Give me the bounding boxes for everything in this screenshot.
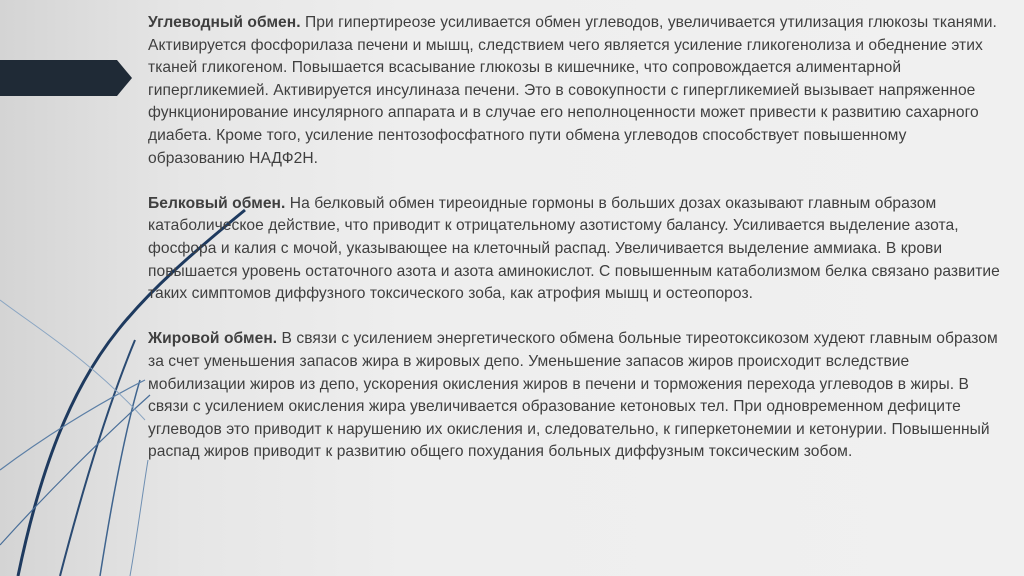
decor-line: [130, 460, 148, 576]
section-body: В связи с усилением энергетического обмена больные тиреотоксикозом худеют главным образом за счет уменьшения запасов жира в жировых депо. Уменьшение запасов жиров происходит вследствие мобилизации жиров из депо, ускорения окисления жиров в печени и торможения перехода углеводов в жиры. В связи с усилением окисления жира увеличивается образование кетоновых тел. При одновременном дефиците углеводов это приводит к нарушению их окисления и, следовательно, к гиперкетонемии и кетонурии. Повышенный распад жиров приводит к развитию общего похудания больных диффузным токсическим зобом.: [148, 330, 998, 461]
section-body: На белковый обмен тиреоидные гормоны в больших дозах оказывают главным образом катаболическое действие, что приводит к отрицательному азотистому балансу. Усиливается выделение азота, фосфора и калия с мочой, указывающее на клеточный распад. Увеличивается выделение аммиака. В крови повышается уровень остаточного азота и азота аминокислот. С повышенным катаболизмом белка связано развитие таких симптомов диффузного токсического зоба, как атрофия мышц и остеопороз.: [148, 194, 1000, 303]
section-heading: Углеводный обмен.: [148, 14, 301, 31]
section-heading: Белковый обмен.: [148, 194, 286, 212]
decor-line: [0, 380, 145, 470]
section-heading: Жировой обмен.: [148, 330, 278, 348]
section-protein-metabolism: [148, 193, 1006, 306]
section-carbohydrate-metabolism: [148, 12, 1006, 170]
accent-arrow-shape: [0, 60, 132, 96]
section-body: При гипертиреозе усиливается обмен углеводов, увеличивается утилизация глюкозы тканями. Активируется фосфорилаза печени и мышц, следствием чего является усиление гликогенолиза и обеднение этих тканей гликогеном. Повышается всасывание глюкозы в кишечнике, что сопровождается алиментарной гипергликемией. Активируется инсулиназа печени. Это в совокупности с гипергликемией вызывает напряженное функционирование инсулярного аппарата и в случае его неполноценности может привести к развитию сахарного диабета. Кроме того, усиление пентозофосфатного пути обмена углеводов способствует повышенному образованию НАДФ2Н.: [148, 14, 997, 167]
text-content: [148, 12, 1006, 464]
decor-line: [60, 340, 135, 576]
section-fat-metabolism: [148, 328, 1006, 464]
